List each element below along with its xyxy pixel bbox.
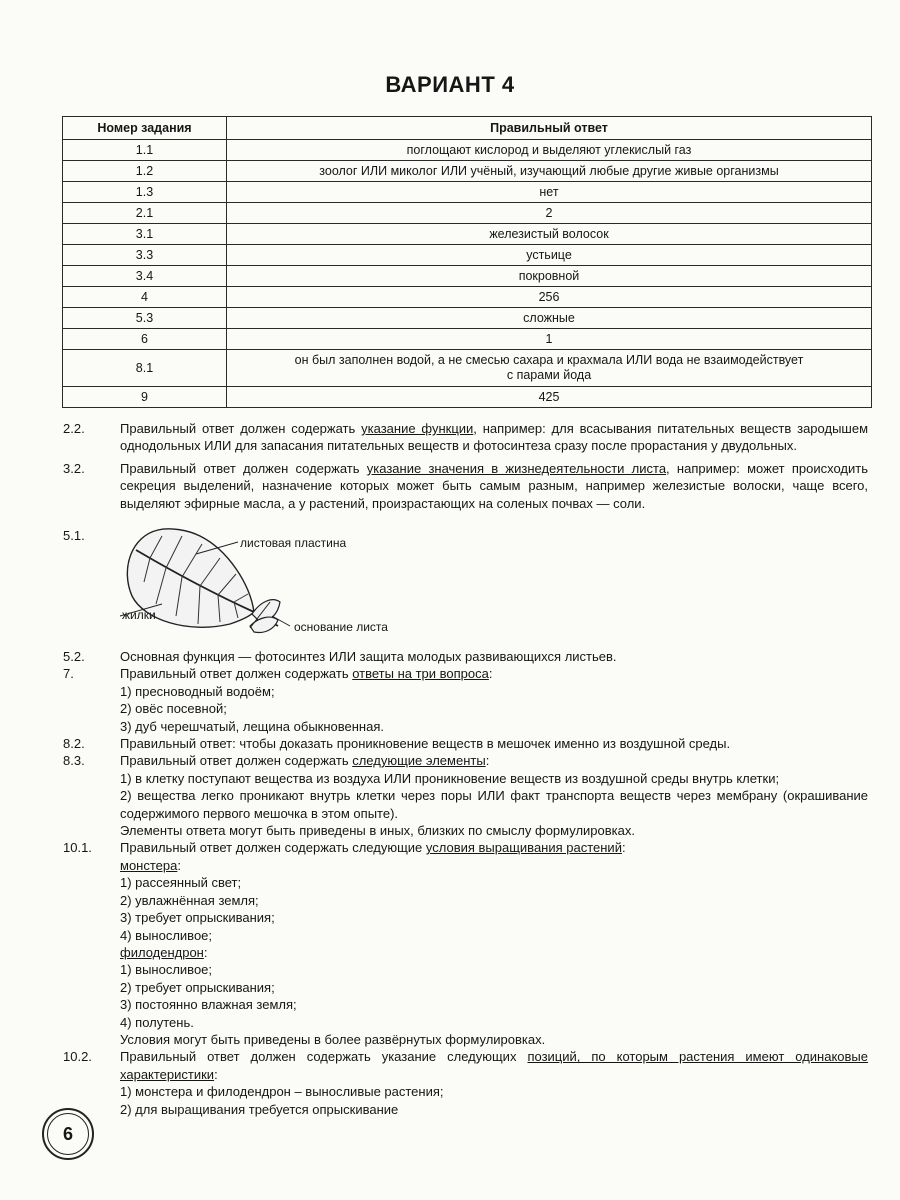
task-number: 3.3	[63, 245, 227, 266]
task-answer: 2	[227, 203, 872, 224]
section-5-2-onwards	[0, 648, 900, 1118]
underlined-text: позиций, по которым растения имеют одинаковые характеристики	[120, 1049, 869, 1082]
underlined-text: условия выращивания растений	[425, 840, 622, 856]
table-row	[63, 329, 872, 350]
item-text: Основная функция — фотосинтез ИЛИ защита молодых развивающихся листьев.	[120, 649, 617, 664]
subheading-philodendron: филодендрон:	[120, 944, 208, 960]
answer-8-2	[0, 735, 900, 752]
text-part: :	[485, 753, 490, 769]
task-answer: зоолог ИЛИ миколог ИЛИ учёный, изучающий любые другие живые организмы	[227, 161, 872, 182]
table-row	[63, 350, 872, 387]
item-label: 8.2.	[63, 736, 85, 752]
answer-line: с парами йода	[506, 368, 592, 382]
answer-10-1	[0, 839, 900, 1048]
list-item: 1) рассеянный свет;	[120, 875, 242, 891]
item-text	[120, 665, 868, 682]
table-row	[63, 140, 872, 161]
table-row	[63, 203, 872, 224]
page-number	[42, 1108, 94, 1160]
underlined-text: указание функции	[361, 421, 474, 436]
item-label: 3.2.	[63, 460, 85, 476]
item-text: Правильный ответ: чтобы доказать проникновение веществ в мешочек именно из воздушной среды.	[120, 736, 731, 752]
task-number: 8.1	[63, 350, 227, 387]
task-answer: устьице	[227, 245, 872, 266]
header-task-number: Номер задания	[63, 117, 227, 140]
underlined-text: монстера	[120, 857, 178, 873]
answer-7	[0, 665, 900, 735]
leaf-blade-label: листовая пластина	[240, 536, 347, 550]
item-label: 7.	[63, 666, 74, 682]
item-label: 5.1.	[63, 528, 85, 543]
text-part: Правильный ответ должен содержать	[120, 666, 353, 682]
item-text	[120, 460, 868, 512]
underlined-text: следующие элементы	[352, 753, 486, 769]
list-item: 1) пресноводный водоём;	[120, 683, 275, 699]
answer-3-2	[0, 460, 900, 512]
text-part: Правильный ответ должен содержать	[120, 753, 353, 769]
answer-line: он был заполнен водой, а не смесью сахара и крахмала ИЛИ вода не взаимодействует	[294, 353, 804, 367]
list-item: 2) увлажнённая земля;	[120, 892, 259, 908]
list-item: 2) для выращивания требуется опрыскивание	[120, 1101, 399, 1117]
text-part: :	[488, 666, 493, 682]
task-number: 5.3	[63, 308, 227, 329]
list-item: 1) в клетку поступают вещества из воздуха ИЛИ проникновение веществ из воздушной среды внутрь клетки;	[120, 770, 780, 786]
text-part: , например: может происходить секреция выделений, назначение которых может быть самым разным, например железистые волоски, чаще всего, выделяют эфирные масла, а у растений, произрастающих на соленых почвах — соли.	[120, 460, 868, 511]
task-answer: железистый волосок	[227, 224, 872, 245]
item-label: 10.2.	[63, 1049, 92, 1065]
list-item: 1) выносливое;	[120, 962, 213, 978]
text-part: Правильный ответ должен содержать	[120, 421, 362, 436]
text-part: , например: для всасывания питательных веществ зародышем однодольных ИЛИ для запасания питательных веществ и фотосинтеза сразу после прорастания у двудольных.	[120, 421, 869, 454]
header-correct-answer: Правильный ответ	[227, 117, 872, 140]
item-text	[120, 420, 868, 455]
table-row	[63, 224, 872, 245]
task-number: 9	[63, 387, 227, 408]
answer-2-2	[0, 420, 900, 455]
task-number: 1.2	[63, 161, 227, 182]
table-row	[63, 182, 872, 203]
task-number: 6	[63, 329, 227, 350]
answer-5-2	[0, 648, 900, 665]
page-title: ВАРИАНТ 4	[385, 72, 515, 97]
list-item: 3) требует опрыскивания;	[120, 910, 275, 926]
answer-8-3	[0, 752, 900, 839]
list-item: 4) выносливое;	[120, 927, 213, 943]
item-text	[120, 1048, 868, 1083]
list-item: 2) вещества легко проникают внутрь клетки через поры ИЛИ факт транспорта веществ через мембрану (окрашивание содержимого первого мешочка в этом опыте).	[120, 788, 868, 821]
list-item: 3) дуб черешчатый, лещина обыкновенная.	[120, 718, 384, 734]
item-text	[120, 839, 868, 856]
item-label: 10.1.	[63, 840, 92, 856]
subheading-monstera: монстера:	[120, 857, 181, 873]
answers-table	[62, 116, 872, 408]
task-answer	[227, 350, 872, 387]
task-number: 1.3	[63, 182, 227, 203]
item-label: 2.2.	[63, 421, 85, 436]
leaf-diagram	[0, 522, 900, 647]
leaf-base-label: основание листа	[294, 620, 388, 634]
task-number: 3.4	[63, 266, 227, 287]
underlined-text: филодендрон	[120, 944, 204, 960]
text-part: Правильный ответ должен содержать указание следующих	[120, 1049, 528, 1065]
task-number: 3.1	[63, 224, 227, 245]
task-answer: поглощают кислород и выделяют углекислый газ	[227, 140, 872, 161]
list-item: 2) требует опрыскивания;	[120, 979, 275, 995]
item-label: 5.2.	[63, 649, 85, 664]
note-text: Элементы ответа могут быть приведены в иных, близких по смыслу формулировках.	[120, 823, 635, 839]
task-number: 4	[63, 287, 227, 308]
task-number: 2.1	[63, 203, 227, 224]
table-row	[63, 161, 872, 182]
task-answer: 256	[227, 287, 872, 308]
table-row	[63, 308, 872, 329]
list-item: 2) овёс посевной;	[120, 701, 227, 717]
table-row	[63, 245, 872, 266]
task-answer: нет	[227, 182, 872, 203]
answer-10-2	[0, 1048, 900, 1118]
leaf-veins-label: жилки	[122, 608, 156, 622]
section-2-2-3-2	[0, 420, 900, 512]
page-number-text: 6	[62, 1123, 73, 1144]
text-part: :	[214, 1066, 218, 1082]
text-part: Правильный ответ должен содержать следующие	[120, 840, 426, 856]
table-row	[63, 287, 872, 308]
task-answer: 1	[227, 329, 872, 350]
text-part: :	[621, 840, 626, 856]
text-part: Правильный ответ должен содержать	[120, 460, 367, 476]
table-row	[63, 387, 872, 408]
table-row	[63, 266, 872, 287]
note-text: Условия могут быть приведены в более развёрнутых формулировках.	[120, 1031, 546, 1047]
task-number: 1.1	[63, 140, 227, 161]
task-answer: 425	[227, 387, 872, 408]
task-answer: покровной	[227, 266, 872, 287]
list-item: 4) полутень.	[120, 1014, 194, 1030]
item-label: 8.3.	[63, 753, 85, 769]
underlined-text: указание значения в жизнедеятельности листа	[366, 460, 667, 476]
table-header-row	[63, 117, 872, 140]
list-item: 1) монстера и филодендрон – выносливые растения;	[120, 1084, 444, 1100]
item-text	[120, 752, 868, 769]
list-item: 3) постоянно влажная земля;	[120, 997, 297, 1013]
underlined-text: ответы на три вопроса	[352, 666, 489, 682]
task-answer: сложные	[227, 308, 872, 329]
